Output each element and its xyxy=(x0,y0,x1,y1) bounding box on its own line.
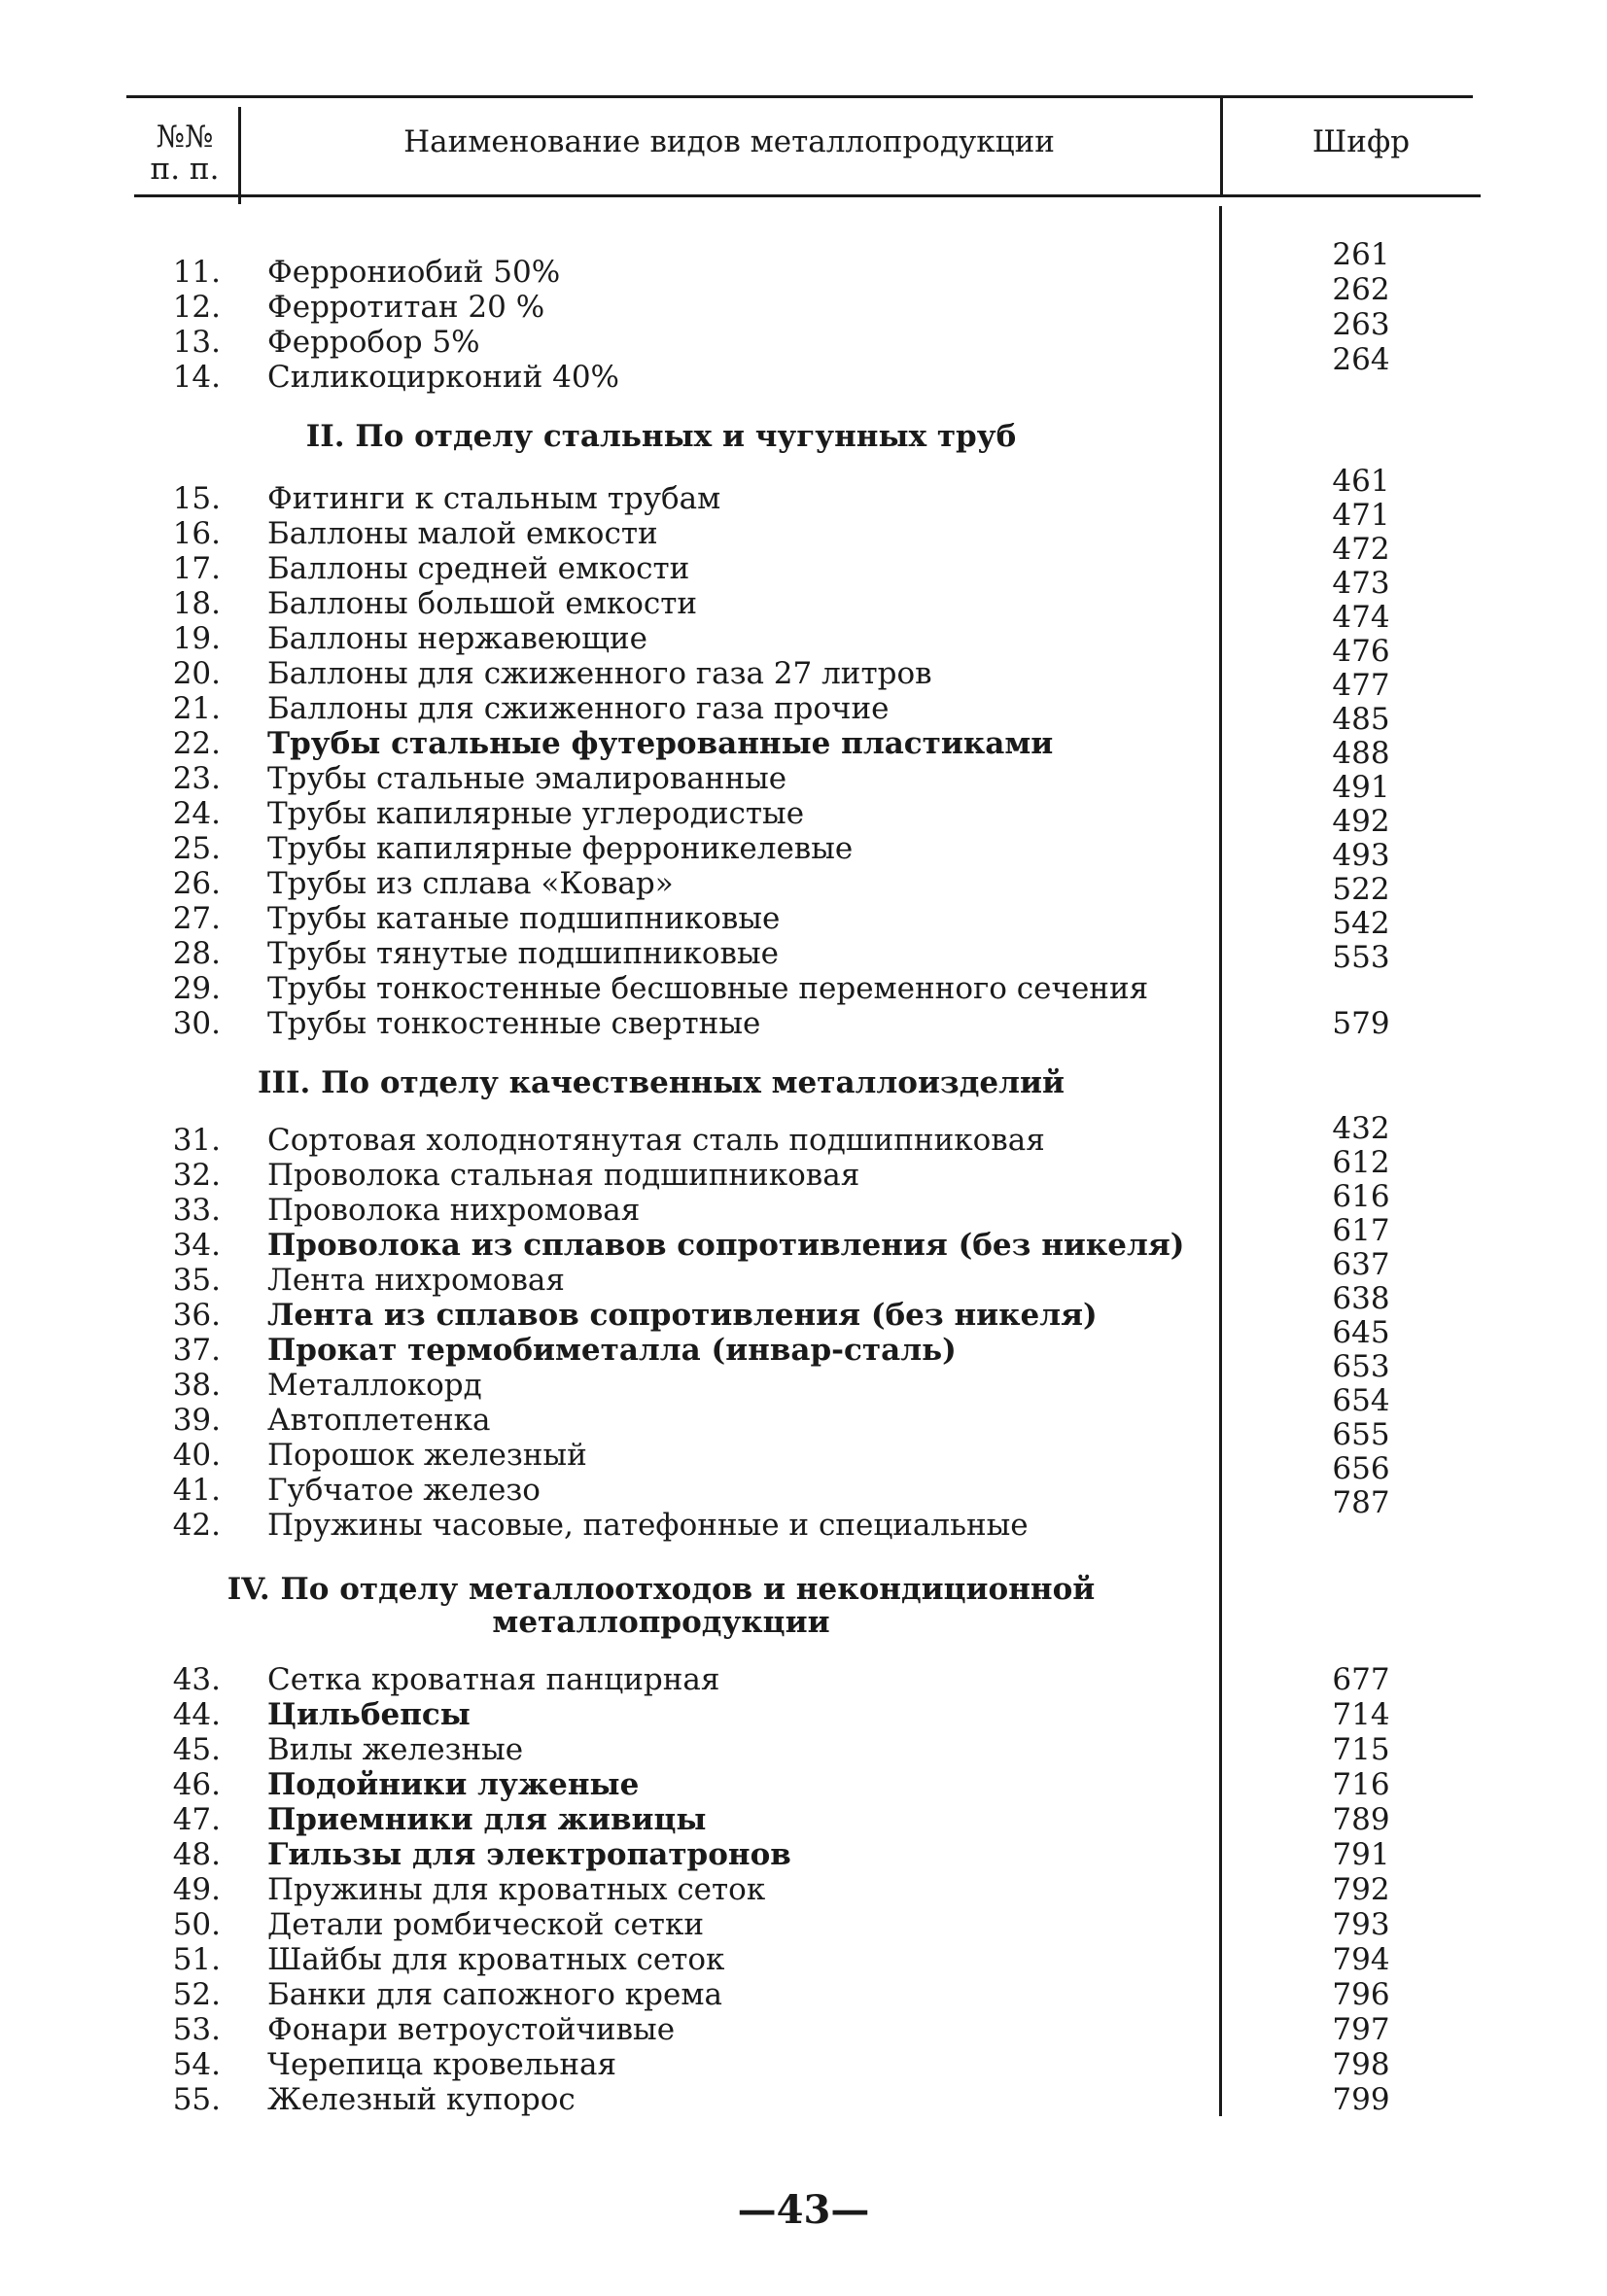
header-code-label: Шифр xyxy=(1311,124,1411,159)
row-number: 16. xyxy=(172,516,221,551)
table-row xyxy=(0,1662,1607,1697)
code-value: 261 xyxy=(1332,237,1390,272)
row-number: 42. xyxy=(172,1508,221,1543)
row-name: Трубы из сплава «Ковар» xyxy=(267,866,674,901)
code-value: 472 xyxy=(1332,532,1390,567)
row-number: 30. xyxy=(172,1006,221,1041)
code-value: 542 xyxy=(1332,906,1390,941)
row-name: Пружины часовые, патефонные и специальные xyxy=(267,1508,1029,1543)
row-name: Проволока из сплавов сопротивления (без никеля) xyxy=(267,1228,1185,1263)
table-row xyxy=(0,1872,1607,1907)
table-row xyxy=(0,1977,1607,2012)
code-value: 645 xyxy=(1332,1315,1390,1350)
code-value: 715 xyxy=(1332,1732,1390,1767)
row-number: 54. xyxy=(172,2047,221,2082)
row-name: Трубы капилярные углеродистые xyxy=(267,796,805,831)
table-row xyxy=(0,1697,1607,1732)
row-name: Железный купорос xyxy=(267,2082,576,2117)
row-name: Баллоны для сжиженного газа прочие xyxy=(267,691,890,726)
code-value: 637 xyxy=(1332,1247,1390,1282)
code-value: 477 xyxy=(1332,668,1390,703)
code-value: 553 xyxy=(1332,940,1390,975)
row-number: 27. xyxy=(172,901,221,936)
code-value: 579 xyxy=(1332,1006,1390,1041)
row-number: 52. xyxy=(172,1977,221,2012)
header-bottom-rule xyxy=(134,194,1481,197)
row-name: Баллоны для сжиженного газа 27 литров xyxy=(267,656,932,691)
page-number: —43— xyxy=(737,2187,870,2233)
code-value: 263 xyxy=(1332,307,1390,342)
row-number: 14. xyxy=(172,360,221,395)
code-value: 656 xyxy=(1332,1451,1390,1486)
row-number: 53. xyxy=(172,2012,221,2047)
table-row xyxy=(0,1732,1607,1767)
row-number: 41. xyxy=(172,1473,221,1508)
row-name: Детали ромбической сетки xyxy=(267,1907,704,1942)
row-number: 37. xyxy=(172,1333,221,1368)
row-number: 47. xyxy=(172,1802,221,1837)
row-number: 34. xyxy=(172,1228,221,1263)
code-value: 488 xyxy=(1332,736,1390,771)
row-number: 36. xyxy=(172,1298,221,1333)
code-value: 787 xyxy=(1332,1485,1390,1520)
code-value: 485 xyxy=(1332,702,1390,737)
row-number: 23. xyxy=(172,761,221,796)
row-number: 45. xyxy=(172,1732,221,1767)
row-name: Проволока нихромовая xyxy=(267,1193,641,1228)
code-value: 493 xyxy=(1332,838,1390,873)
code-value: 264 xyxy=(1332,342,1390,377)
row-number: 21. xyxy=(172,691,221,726)
header-right-divider xyxy=(1220,97,1223,196)
row-number: 12. xyxy=(172,290,221,325)
code-value: 476 xyxy=(1332,634,1390,669)
row-name: Сортовая холоднотянутая сталь подшипниковая xyxy=(267,1123,1045,1158)
table-row xyxy=(0,1767,1607,1802)
code-value: 474 xyxy=(1332,600,1390,635)
code-value: 522 xyxy=(1332,872,1390,907)
table-row xyxy=(0,971,1607,1006)
code-value: 791 xyxy=(1332,1837,1390,1872)
table-row xyxy=(0,2047,1607,2082)
row-name: Лента из сплавов сопротивления (без никеля) xyxy=(267,1298,1098,1333)
code-value: 793 xyxy=(1332,1907,1390,1942)
code-value: 616 xyxy=(1332,1179,1390,1214)
header-top-rule xyxy=(126,95,1473,98)
code-value: 655 xyxy=(1332,1417,1390,1452)
row-name: Лента нихромовая xyxy=(267,1263,565,1298)
row-name: Цильбепсы xyxy=(267,1697,471,1732)
row-name: Фонари ветроустойчивые xyxy=(267,2012,676,2047)
code-value: 432 xyxy=(1332,1111,1390,1146)
code-value: 792 xyxy=(1332,1872,1390,1907)
row-number: 51. xyxy=(172,1942,221,1977)
row-number: 13. xyxy=(172,325,221,360)
row-name: Проволока стальная подшипниковая xyxy=(267,1158,860,1193)
row-number: 28. xyxy=(172,936,221,971)
table-row xyxy=(0,1006,1607,1041)
row-name: Пружины для кроватных сеток xyxy=(267,1872,766,1907)
row-name: Ферротитан 20 % xyxy=(267,290,545,325)
code-value: 796 xyxy=(1332,1977,1390,2012)
row-number: 19. xyxy=(172,621,221,656)
row-name: Баллоны большой емкости xyxy=(267,586,698,621)
row-name: Фитинги к стальным трубам xyxy=(267,481,721,516)
row-name: Трубы тонкостенные бесшовные переменного сечения xyxy=(267,971,1149,1006)
table-row xyxy=(0,2012,1607,2047)
row-name: Вилы железные xyxy=(267,1732,524,1767)
row-name: Прокат термобиметалла (инвар-сталь) xyxy=(267,1333,957,1368)
row-number: 38. xyxy=(172,1368,221,1403)
row-number: 20. xyxy=(172,656,221,691)
header-num-cell xyxy=(136,122,233,185)
row-name: Автоплетенка xyxy=(267,1403,491,1438)
row-number: 46. xyxy=(172,1767,221,1802)
table-row xyxy=(0,1802,1607,1837)
code-value: 789 xyxy=(1332,1802,1390,1837)
code-value: 716 xyxy=(1332,1767,1390,1802)
row-name: Черепица кровельная xyxy=(267,2047,617,2082)
code-value: 653 xyxy=(1332,1349,1390,1384)
row-number: 25. xyxy=(172,831,221,866)
header-num-label-2: п. п. xyxy=(150,151,220,187)
row-number: 24. xyxy=(172,796,221,831)
row-number: 48. xyxy=(172,1837,221,1872)
code-value: 617 xyxy=(1332,1213,1390,1248)
row-number: 33. xyxy=(172,1193,221,1228)
row-name: Сетка кроватная панцирная xyxy=(267,1662,720,1697)
row-name: Трубы стальные футерованные пластиками xyxy=(267,726,1054,761)
row-name: Подойники луженые xyxy=(267,1767,640,1802)
row-name: Баллоны средней емкости xyxy=(267,551,690,586)
row-number: 32. xyxy=(172,1158,221,1193)
code-value: 612 xyxy=(1332,1145,1390,1180)
row-number: 18. xyxy=(172,586,221,621)
row-name: Приемники для живицы xyxy=(267,1802,707,1837)
row-name: Трубы катаные подшипниковые xyxy=(267,901,781,936)
code-value: 654 xyxy=(1332,1383,1390,1418)
row-name: Трубы тянутые подшипниковые xyxy=(267,936,779,971)
row-name: Трубы стальные эмалированные xyxy=(267,761,787,796)
code-value: 492 xyxy=(1332,804,1390,839)
code-value: 714 xyxy=(1332,1697,1390,1732)
table-row xyxy=(0,1942,1607,1977)
row-number: 39. xyxy=(172,1403,221,1438)
row-name: Банки для сапожного крема xyxy=(267,1977,722,2012)
code-value: 798 xyxy=(1332,2047,1390,2082)
table-row xyxy=(0,2082,1607,2117)
code-value: 799 xyxy=(1332,2082,1390,2117)
row-name: Баллоны малой емкости xyxy=(267,516,658,551)
header-name-label: Наименование видов металлопродукции xyxy=(403,124,1055,159)
row-number: 43. xyxy=(172,1662,221,1697)
row-name: Порошок железный xyxy=(267,1438,587,1473)
table-row xyxy=(0,1837,1607,1872)
row-name: Силикоцирконий 40% xyxy=(267,360,619,395)
row-name: Шайбы для кроватных сеток xyxy=(267,1942,725,1977)
section-heading-4-line-1: IV. По отделу металлоотходов и некондиционной xyxy=(227,1572,1096,1607)
section-heading-4-line-2: металлопродукции xyxy=(492,1605,830,1641)
row-name: Феррониобий 50% xyxy=(267,255,561,290)
row-number: 29. xyxy=(172,971,221,1006)
header-num-label-1: №№ xyxy=(156,120,214,155)
row-name: Металлокорд xyxy=(267,1368,482,1403)
row-number: 49. xyxy=(172,1872,221,1907)
code-value: 262 xyxy=(1332,272,1390,307)
row-number: 31. xyxy=(172,1123,221,1158)
row-number: 40. xyxy=(172,1438,221,1473)
code-value: 638 xyxy=(1332,1281,1390,1316)
section-heading-3: III. По отделу качественных металлоизделий xyxy=(258,1065,1065,1100)
row-number: 15. xyxy=(172,481,221,516)
row-name: Баллоны нержавеющие xyxy=(267,621,647,656)
row-number: 11. xyxy=(172,255,221,290)
row-name: Гильзы для электропатронов xyxy=(267,1837,791,1872)
row-name: Ферробор 5% xyxy=(267,325,480,360)
row-number: 44. xyxy=(172,1697,221,1732)
section-heading-4 xyxy=(175,1573,1147,1639)
section-heading-2: II. По отделу стальных и чугунных труб xyxy=(305,419,1017,454)
code-value: 461 xyxy=(1332,464,1390,499)
code-value: 471 xyxy=(1332,498,1390,533)
row-name: Губчатое железо xyxy=(267,1473,541,1508)
row-name: Трубы капилярные ферроникелевые xyxy=(267,831,854,866)
row-number: 22. xyxy=(172,726,221,761)
row-number: 55. xyxy=(172,2082,221,2117)
header-left-divider xyxy=(238,107,241,204)
table-row xyxy=(0,1907,1607,1942)
row-number: 35. xyxy=(172,1263,221,1298)
code-value: 473 xyxy=(1332,566,1390,601)
row-name: Трубы тонкостенные свертные xyxy=(267,1006,761,1041)
row-number: 50. xyxy=(172,1907,221,1942)
code-value: 491 xyxy=(1332,770,1390,805)
row-number: 26. xyxy=(172,866,221,901)
code-value: 677 xyxy=(1332,1662,1390,1697)
code-value: 797 xyxy=(1332,2012,1390,2047)
code-value: 794 xyxy=(1332,1942,1390,1977)
row-number: 17. xyxy=(172,551,221,586)
